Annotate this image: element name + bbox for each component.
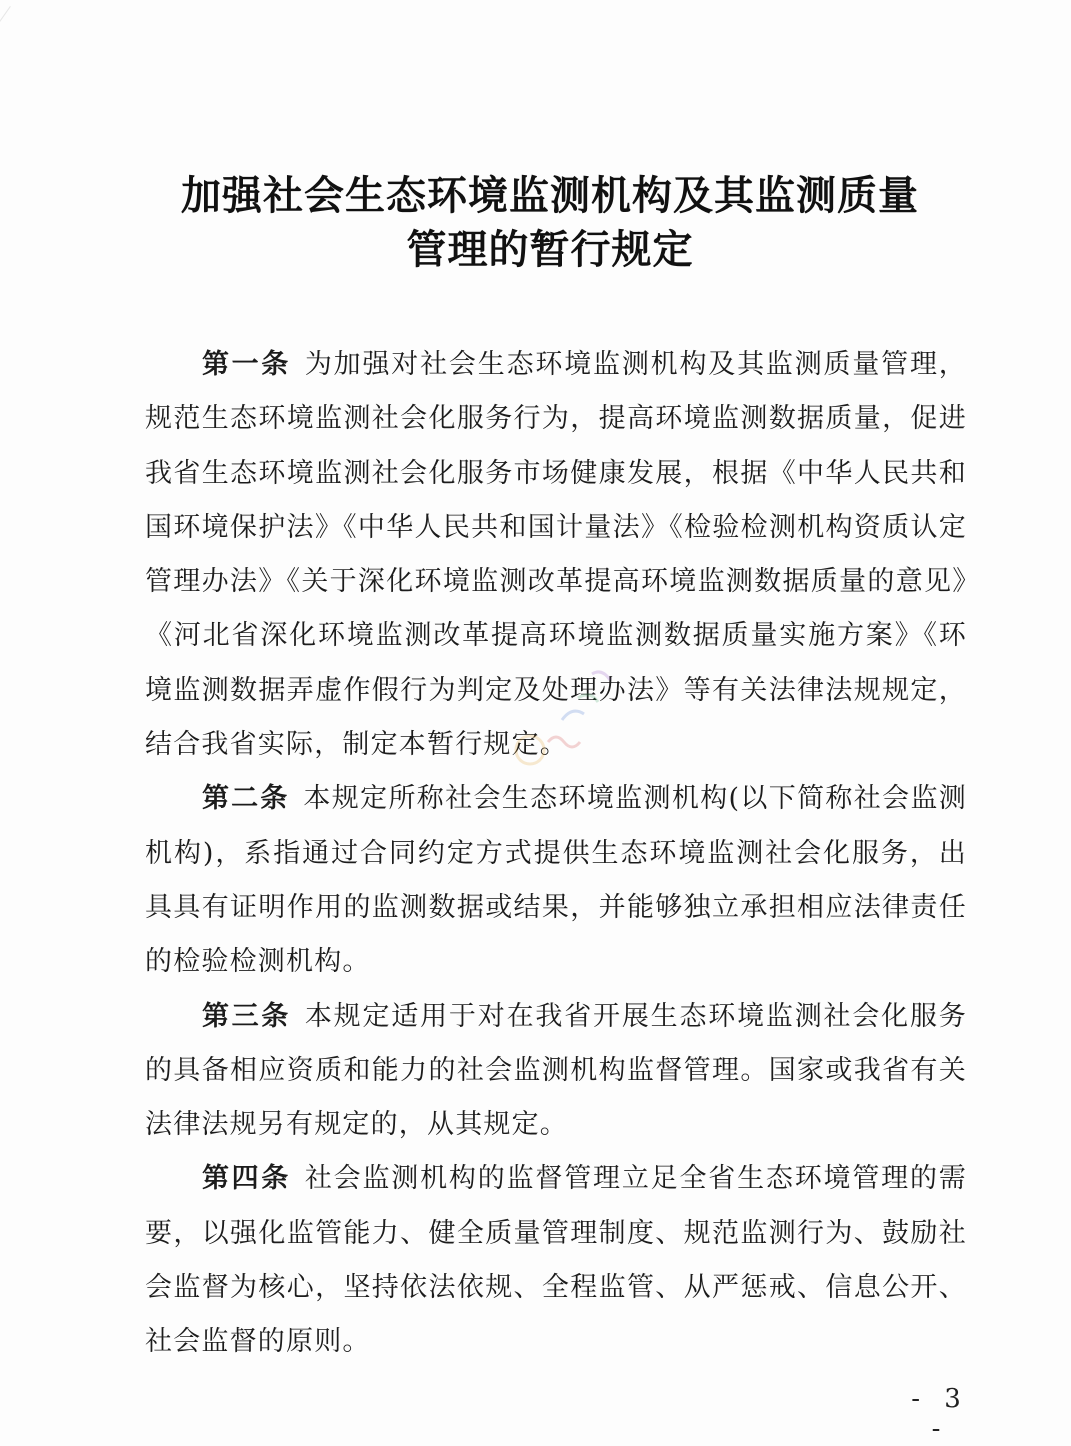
article-number: 第三条: [202, 1000, 291, 1032]
article-text: 为加强对社会生态环境监测机构及其监测质量管理，规范生态环境监测社会化服务行为，提高环境监测数据质量，促进我省生态环境监测社会化服务市场健康发展，根据《中华人民共和国环境保护法》《中华人民共和国计量法》《检验检测机构资质认定管理办法》《关于深化环境监测改革提高环境监测数据质量的意见》《河北省深化环境监测改革提高环境监测数据质量实施方案》《环境监测数据弄虚作假行为判定及处理办法》等有关法律法规规定，结合我省实际，制定本暂行规定。: [145, 349, 968, 761]
article-2: [145, 772, 967, 989]
article-number: 第四条: [202, 1163, 291, 1195]
document-title-line-1: 加强社会生态环境监测机构及其监测质量: [181, 172, 919, 219]
article-number: 第一条: [202, 349, 291, 380]
article-text: 本规定适用于对在我省开展生态环境监测社会化服务的具备相应资质和能力的社会监测机构监督管理。国家或我省有关法律法规另有规定的，从其规定。: [145, 1000, 968, 1141]
document-title-line-2: 管理的暂行规定: [406, 226, 694, 273]
article-4: [145, 1152, 967, 1369]
watermark-logo: [500, 650, 630, 790]
corner-scan-mark: [0, 6, 35, 48]
article-number: 第二条: [202, 783, 290, 815]
document-body: [145, 338, 967, 1370]
page-number: - 3 -: [911, 1384, 969, 1444]
article-3: [145, 990, 967, 1153]
article-text: 社会监测机构的监督管理立足全省生态环境管理的需要，以强化监管能力、健全质量管理制度、规范监测行为、鼓励社会监督为核心，坚持依法依规、全程监管、从严惩戒、信息公开、社会监督的原则。: [145, 1163, 968, 1358]
article-text: 本规定所称社会生态环境监测机构(以下简称社会监测机构)，系指通过合同约定方式提供生态环境监测社会化服务，出具具有证明作用的监测数据或结果，并能够独立承担相应法律责任的检验检测机构。: [145, 783, 967, 978]
